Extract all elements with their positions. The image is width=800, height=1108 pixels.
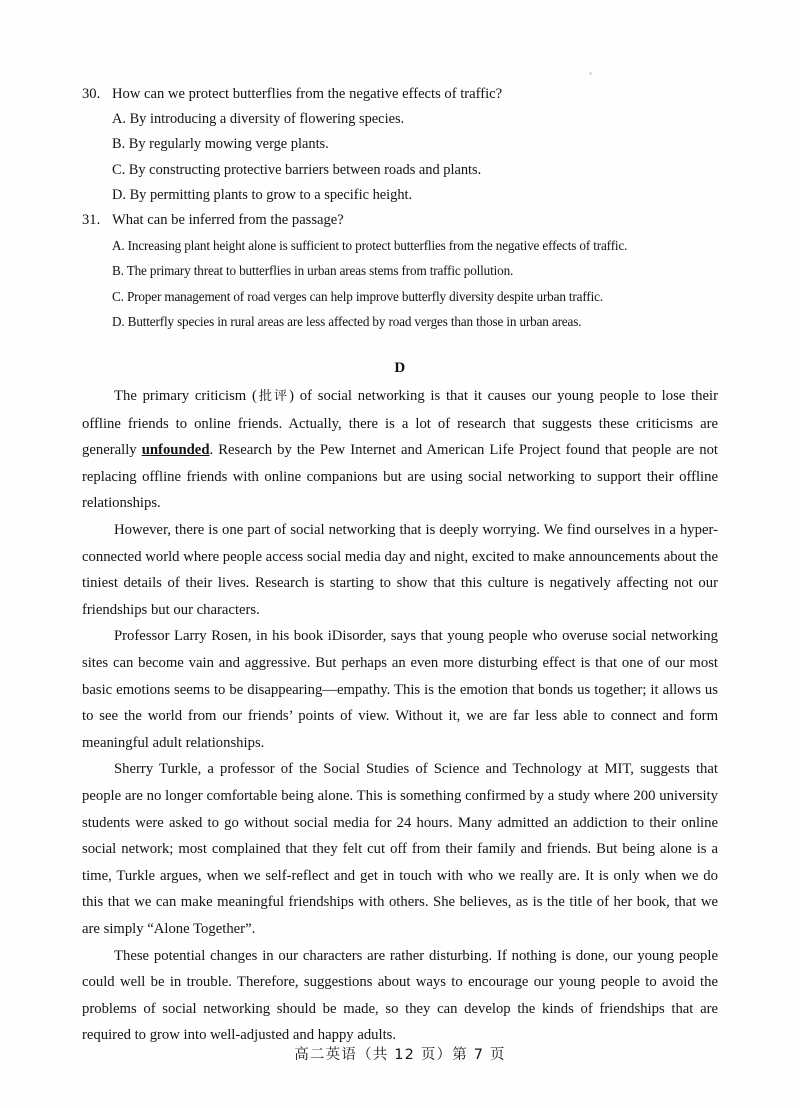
passage-paragraph-5: These potential changes in our characters are rather disturbing. If nothing is done, our young people could well be in trouble. Therefore, suggestions about ways to encourage our young people to avoid the problems of social networking should be made, so they can develop the kinds of friendships that are required to grow into well-adjusted and happy adults.: [82, 947, 718, 1044]
question-31-prompt: What can be inferred from the passage?: [112, 212, 344, 229]
question-30-option-d[interactable]: D. By permitting plants to grow to a specific height.: [112, 186, 413, 203]
question-31: [82, 208, 718, 334]
passage-paragraph-4: Sherry Turkle, a professor of the Social Studies of Science and Technology at MIT, suggests that people are no longer comfortable being alone. This is something confirmed by a study where 200 university students were asked to go without social media for 24 hours. Many admitted an addiction to their online social network; most complained that they felt cut off from their family and friends. But being alone is a time, Turkle argues, when we self-reflect and get in touch with who we really are. It is only when we do this that we can make meaningful friendships with others. She believes, as is the title of her book, that we are simply “Alone Together”.: [82, 761, 718, 937]
question-31-option-b[interactable]: B. The primary threat to butterflies in urban areas stems from traffic pollution.: [112, 263, 514, 279]
question-30-option-b[interactable]: B. By regularly mowing verge plants.: [112, 136, 329, 153]
passage-paragraph-1: [82, 383, 718, 517]
page-content: [82, 82, 718, 1049]
paragraph-1-middle: ) of social networking is that it causes our young people to lose their offline friends to online friends. Actually, there is a lot of research that suggests these criticisms are generally: [82, 388, 718, 459]
question-31-option-d[interactable]: D. Butterfly species in rural areas are less affected by road verges than those in urban areas.: [112, 313, 582, 329]
reading-passage: [82, 383, 718, 1049]
question-30-option-a[interactable]: A. By introducing a diversity of flowering species.: [112, 111, 405, 128]
page-footer: 高二英语（共 12 页）第 7 页: [294, 1047, 506, 1063]
paragraph-1-tail: . Research by the Pew Internet and American Life Project found that people are not replacing offline friends with online companions but are using social networking to support their offline relationships.: [82, 442, 718, 512]
question-30-number: 30.: [82, 86, 101, 102]
paragraph-1-lead: The primary criticism (: [114, 388, 257, 405]
scan-speck: [589, 72, 592, 75]
section-heading-d: D: [394, 360, 406, 377]
passage-paragraph-3: Professor Larry Rosen, in his book iDisorder, says that young people who overuse social networking sites can become vain and aggressive. But perhaps an even more disturbing effect is that one of our most basic emotions seems to be disappearing—empathy. This is the emotion that bonds us together; it allows us to see the world from our friends’ points of view. Without it, we are far less able to connect and form meaningful adult relationships.: [82, 628, 718, 751]
highlighted-word-unfounded: unfounded: [141, 442, 210, 459]
passage-paragraph-2: However, there is one part of social networking that is deeply worrying. We find ourselves in a hyper-connected world where people access social media day and night, excited to make announcements about the tiniest details of their lives. Research is starting to show that this culture is negatively affecting not our friendships but our characters.: [82, 522, 718, 618]
question-30-prompt-row: [82, 82, 718, 107]
question-31-option-c[interactable]: C. Proper management of road verges can help improve butterfly diversity despite urban traffic.: [112, 288, 603, 304]
question-30-prompt: How can we protect butterflies from the negative effects of traffic?: [112, 86, 503, 102]
question-31-option-a[interactable]: A. Increasing plant height alone is sufficient to protect butterflies from the negative effects of traffic.: [112, 238, 628, 254]
chinese-gloss-criticism: 批评: [256, 389, 290, 405]
question-31-number: 31.: [82, 212, 101, 229]
question-31-prompt-row: [82, 208, 718, 233]
question-30: [82, 82, 718, 208]
question-30-option-c[interactable]: C. By constructing protective barriers between roads and plants.: [112, 161, 482, 178]
